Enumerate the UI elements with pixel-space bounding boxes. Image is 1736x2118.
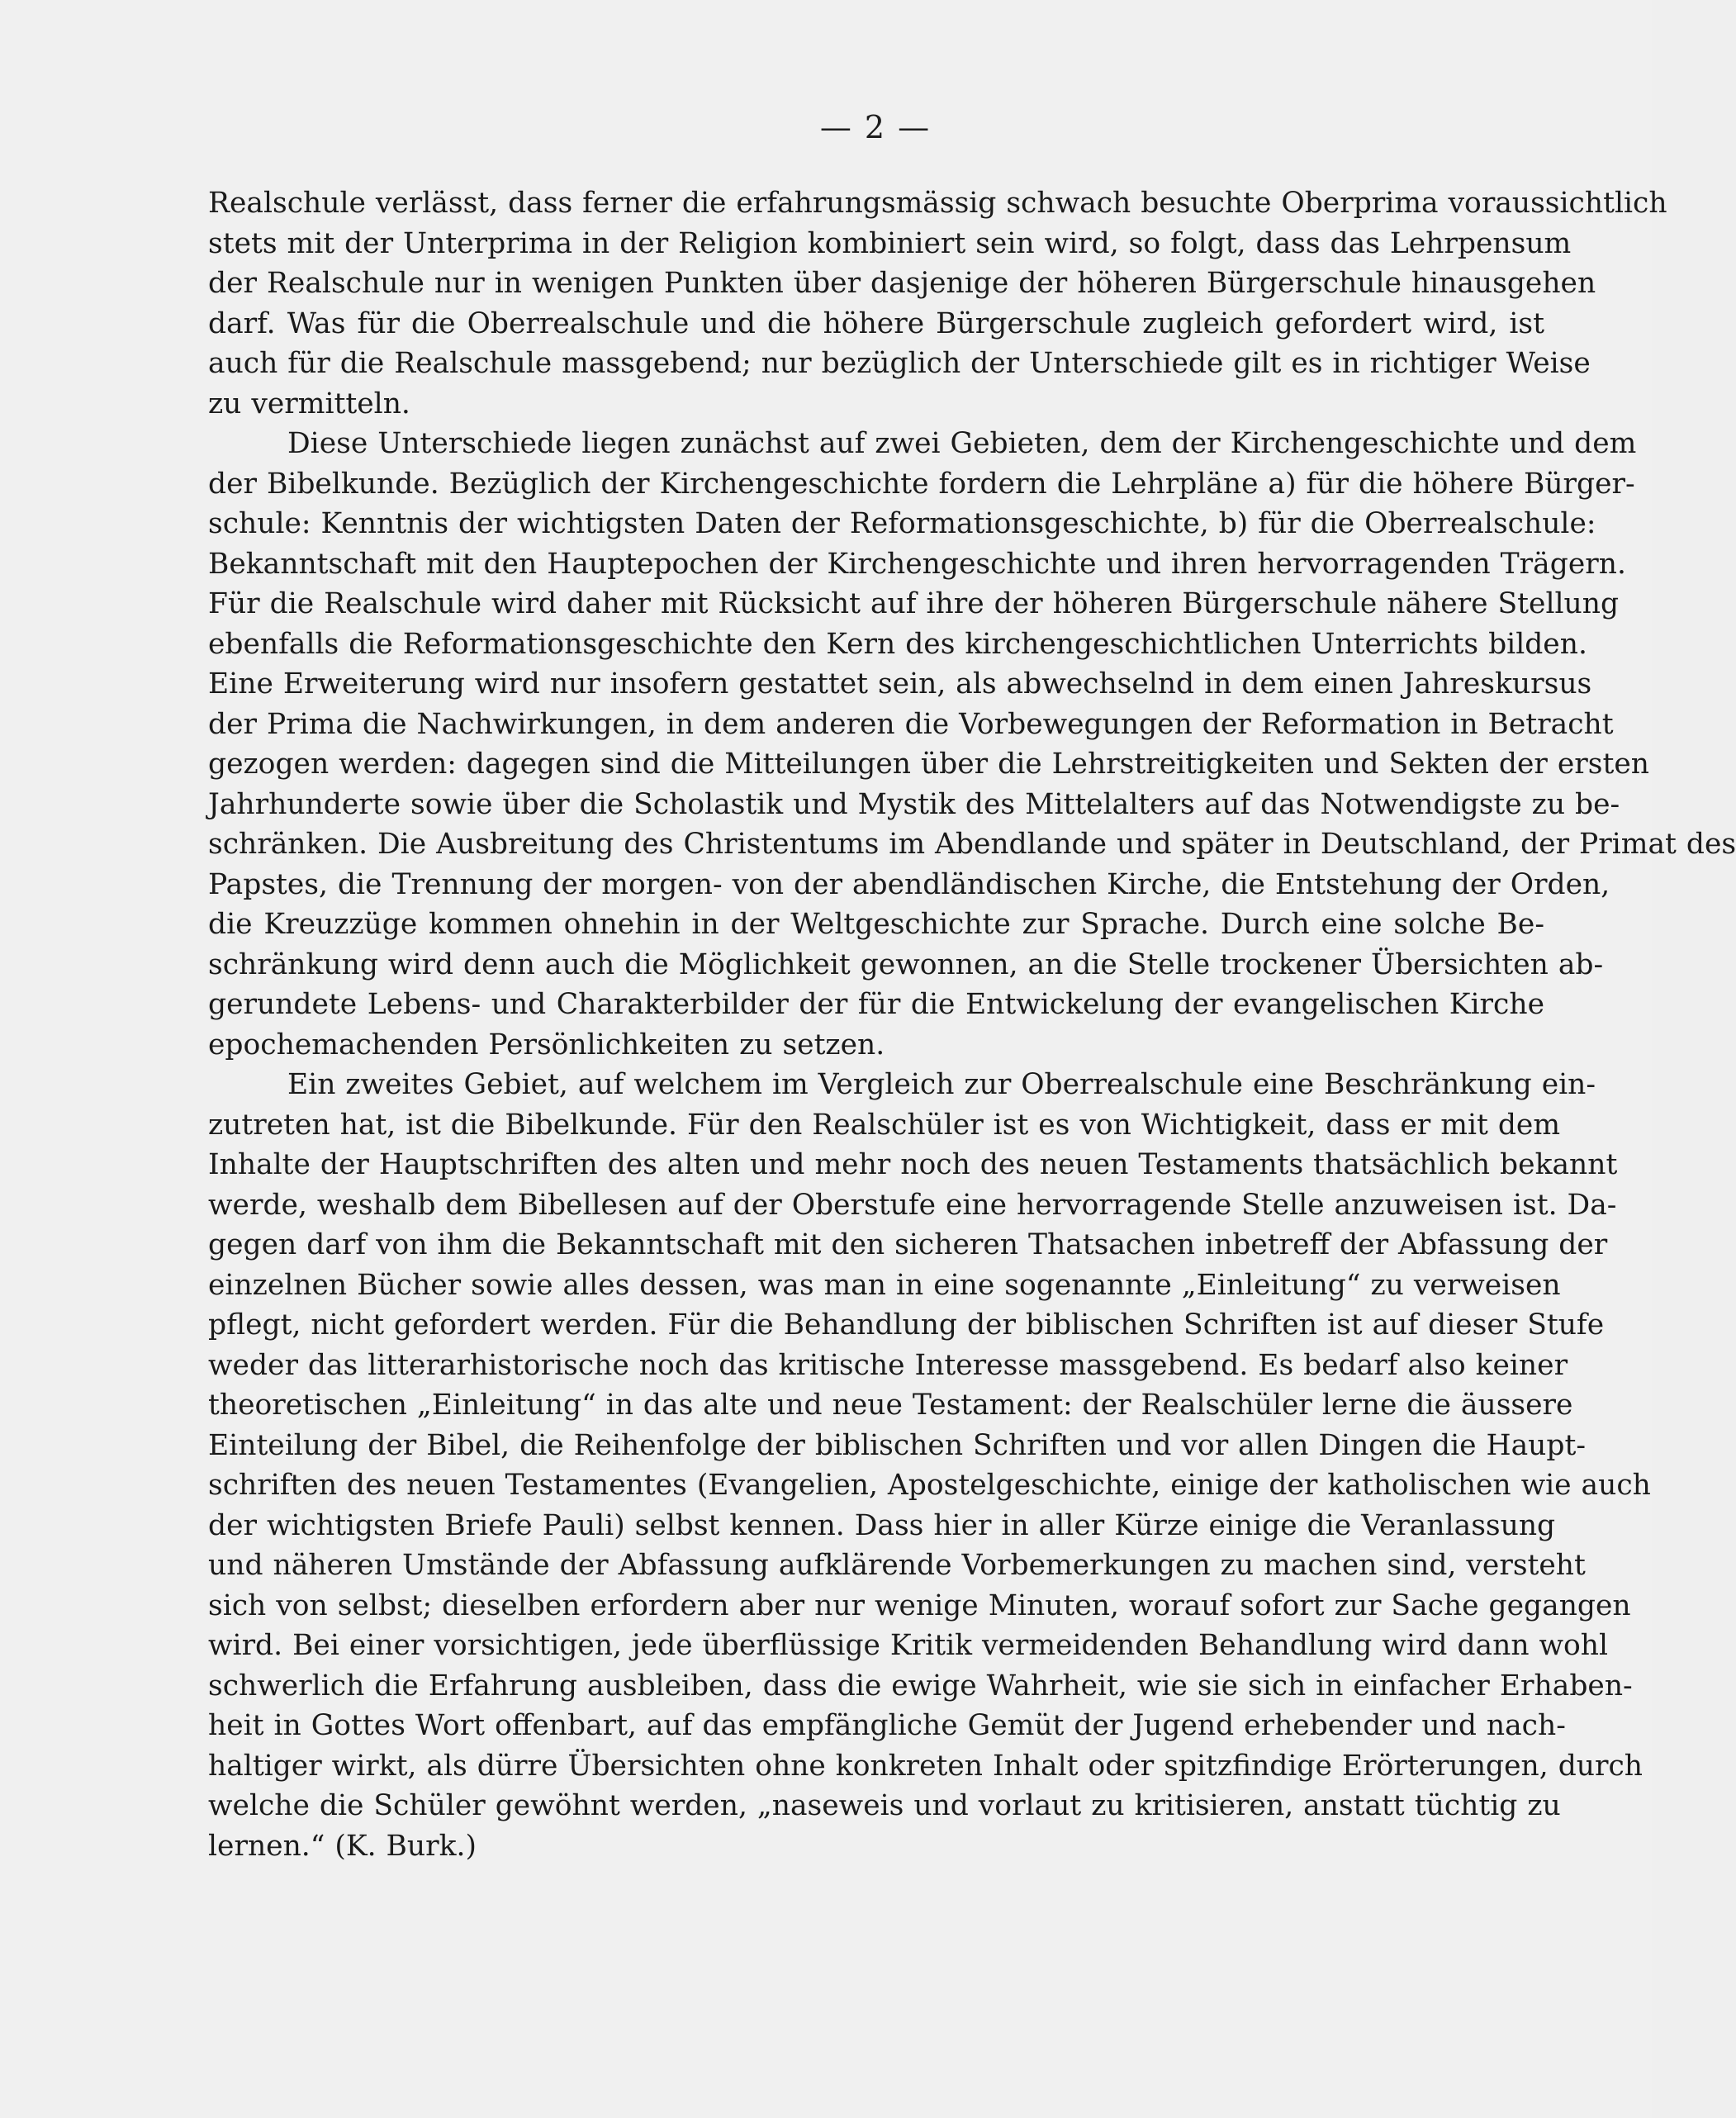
text-line: die Kreuzzüge kommen ohnehin in der Weltgeschichte zur Sprache. Durch eine solche Be-: [208, 908, 1544, 941]
text-line: der Prima die Nachwirkungen, in dem anderen die Vorbewegungen der Reformation in Betracht: [208, 707, 1614, 741]
text-line: haltiger wirkt, als dürre Übersichten ohne konkreten Inhalt oder spitzfindige Erörterungen, durch: [208, 1749, 1644, 1783]
text-line: theoretischen „Einleitung“ in das alte und neue Testament: der Realschüler lerne die äussere: [208, 1389, 1573, 1422]
text-line: der wichtigsten Briefe Pauli) selbst kennen. Dass hier in aller Kürze einige die Veranlassung: [208, 1508, 1556, 1542]
text-line: schwerlich die Erfahrung ausbleiben, dass die ewige Wahrheit, wie sie sich in einfacher Erhaben-: [208, 1669, 1633, 1702]
text-line: pflegt, nicht gefordert werden. Für die Behandlung der biblischen Schriften ist auf dieser Stufe: [208, 1308, 1605, 1342]
text-line: Bekanntschaft mit den Hauptepochen der Kirchengeschichte und ihren hervorragenden Trägern.: [208, 547, 1626, 581]
text-line: zutreten hat, ist die Bibelkunde. Für den Realschüler ist es von Wichtigkeit, dass er mit dem: [208, 1108, 1561, 1142]
text-line: stets mit der Unterprima in der Religion kombiniert sein wird, so folgt, dass das Lehrpensum: [208, 226, 1572, 260]
text-line: gerundete Lebens- und Charakterbilder der für die Entwickelung der evangelischen Kirche: [208, 988, 1544, 1021]
text-line: epochemachenden Persönlichkeiten zu setzen.: [208, 1028, 885, 1061]
text-line: wird. Bei einer vorsichtigen, jede überflüssige Kritik vermeidenden Behandlung wird dann wohl: [208, 1629, 1609, 1662]
text-line: lernen.“ (K. Burk.): [208, 1829, 477, 1863]
text-line: werde, weshalb dem Bibellesen auf der Oberstufe eine hervorragende Stelle anzuweisen ist. Da-: [208, 1188, 1617, 1222]
text-line: einzelnen Bücher sowie alles dessen, was man in eine sogenannte „Einleitung“ zu verweisen: [208, 1268, 1561, 1302]
text-line: Papstes, die Trennung der morgen- von der abendländischen Kirche, die Entstehung der Orden,: [208, 867, 1610, 901]
text-line: heit in Gottes Wort offenbart, auf das empfängliche Gemüt der Jugend erhebender und nach-: [208, 1709, 1566, 1742]
text-line: schriften des neuen Testamentes (Evangelien, Apostelgeschichte, einige der katholischen wie auch: [208, 1469, 1651, 1502]
text-line: schule: Kenntnis der wichtigsten Daten der Reformationsgeschichte, b) für die Oberrealschule:: [208, 507, 1596, 540]
text-line: Ein zweites Gebiet, auf welchem im Vergleich zur Oberrealschule eine Beschränkung ein-: [287, 1068, 1596, 1101]
text-line: Eine Erweiterung wird nur insofern gestattet sein, als abwechselnd in dem einen Jahreskursus: [208, 667, 1592, 700]
text-line: welche die Schüler gewöhnt werden, „naseweis und vorlaut zu kritisieren, anstatt tüchtig zu: [208, 1789, 1561, 1822]
text-line: Realschule verlässt, dass ferner die erfahrungsmässig schwach besuchte Oberprima voraussichtlich: [208, 187, 1667, 220]
text-line: Jahrhunderte sowie über die Scholastik und Mystik des Mittelalters auf das Notwendigste zu be-: [208, 787, 1620, 821]
text-line: zu vermitteln.: [208, 387, 410, 420]
page-number: — 2 —: [819, 109, 932, 145]
text-line: sich von selbst; dieselben erfordern aber nur wenige Minuten, worauf sofort zur Sache gegangen: [208, 1588, 1631, 1622]
text-line: und näheren Umstände der Abfassung aufklärende Vorbemerkungen zu machen sind, versteht: [208, 1549, 1586, 1582]
text-line: Einteilung der Bibel, die Reihenfolge der biblischen Schriften und vor allen Dingen die Haupt-: [208, 1428, 1586, 1462]
text-line: weder das litterarhistorische noch das kritische Interesse massgebend. Es bedarf also keiner: [208, 1348, 1568, 1382]
text-line: gegen darf von ihm die Bekanntschaft mit den sicheren Thatsachen inbetreff der Abfassung der: [208, 1228, 1608, 1261]
body-text: [208, 183, 1736, 1866]
text-line: schränken. Die Ausbreitung des Christentums im Abendlande und später in Deutschland, der Primat des: [208, 828, 1736, 861]
text-line: auch für die Realschule massgebend; nur bezüglich der Unterschiede gilt es in richtiger Weise: [208, 347, 1591, 380]
text-line: darf. Was für die Oberrealschule und die höhere Bürgerschule zugleich gefordert wird, ist: [208, 306, 1544, 340]
text-line: Diese Unterschiede liegen zunächst auf zwei Gebieten, dem der Kirchengeschichte und dem: [287, 427, 1637, 460]
text-line: der Bibelkunde. Bezüglich der Kirchengeschichte fordern die Lehrpläne a) für die höhere Bürger-: [208, 467, 1635, 501]
text-line: gezogen werden: dagegen sind die Mitteilungen über die Lehrstreitigkeiten und Sekten der ersten: [208, 748, 1649, 781]
text-line: Für die Realschule wird daher mit Rücksicht auf ihre der höheren Bürgerschule nähere Stellung: [208, 587, 1620, 620]
text-line: der Realschule nur in wenigen Punkten über dasjenige der höheren Bürgerschule hinausgehen: [208, 267, 1596, 300]
text-line: ebenfalls die Reformationsgeschichte den Kern des kirchengeschichtlichen Unterrichts bilden.: [208, 627, 1587, 661]
text-line: Inhalte der Hauptschriften des alten und mehr noch des neuen Testaments thatsächlich bekannt: [208, 1148, 1618, 1181]
text-line: schränkung wird denn auch die Möglichkeit gewonnen, an die Stelle trockener Übersichten ab-: [208, 947, 1604, 981]
